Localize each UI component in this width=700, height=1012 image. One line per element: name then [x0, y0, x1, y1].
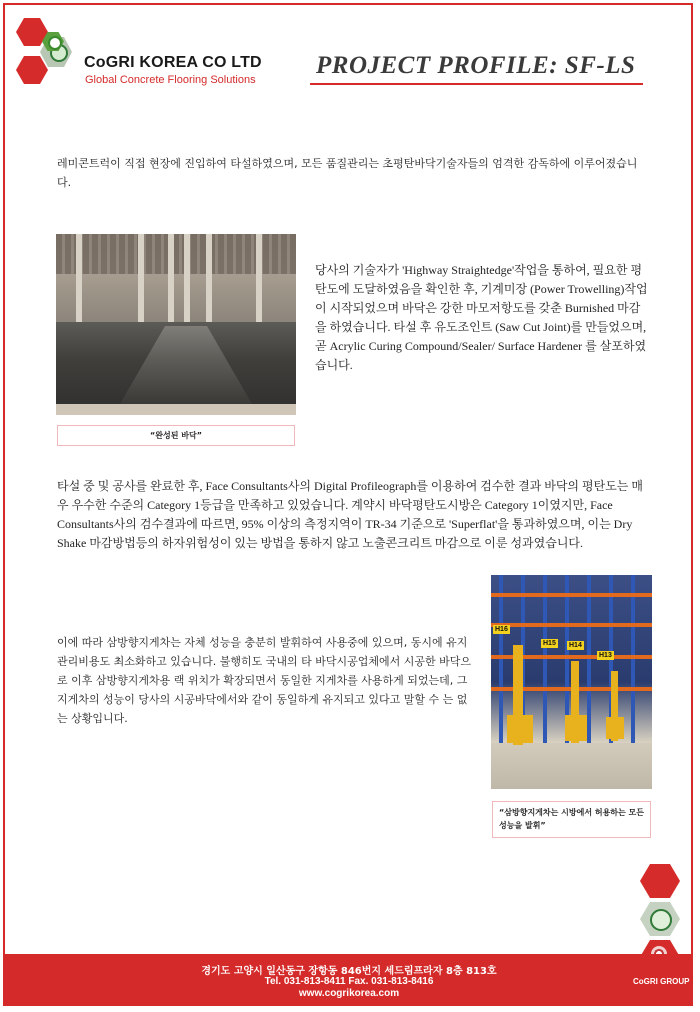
company-name: CoGRI KOREA CO LTD: [84, 54, 262, 71]
globe-icon: [650, 909, 672, 931]
rack-tag: H14: [569, 642, 582, 649]
paragraph-intro: 레미콘트럭이 직접 현장에 진입하여 타설하였으며, 모든 품질관리는 초평탄바닥기술자들의 엄격한 감독하에 이루어졌습니다.: [57, 157, 638, 189]
rack-tag: H16: [495, 626, 508, 633]
rack-tag: H13: [599, 652, 612, 659]
footer-address: 경기도 고양시 일산동구 장항동 846번지 세드림프라자 8층 813호: [201, 966, 497, 977]
footer-contact: Tel. 031-813-8411 Fax. 031-813-8416: [264, 976, 434, 987]
page-title: PROJECT PROFILE: SF-LS: [316, 52, 636, 79]
paragraph-results: 타설 중 및 공사를 완료한 후, Face Consultants사의 Digital Profileograph를 이용하여 검수한 결과 바닥의 평탄도는 매우 우수한 수준의 Category 1등급을 만족하고 있었습니다. 계약시 바닥평탄도시방은 Category 1이였지만, Face Consultants사의 검수결과에 따르면, 95% 이상의 측정지역이 TR-34 기준으로 'Superflat'을 통과하였으며, 이는 Dry Shake 마감방법등의 하자위험성이 있는 방법을 통하지 않고 노출콘크리트 마감으로 이룬 성과였습니다.: [57, 479, 643, 550]
group-label: CoGRI GROUP: [633, 977, 690, 986]
title-underline: [310, 83, 643, 85]
paragraph-performance: 이에 따라 삼방향지게차는 자체 성능을 충분히 발휘하여 사용중에 있으며, 동시에 유지관리비용도 최소화하고 있습니다. 불행히도 국내의 타 바닥시공업체에서 시공한 바닥으로 이후 삼방향지게차용 랙 위치가 확장되면서 동일한 지게차를 사용하게 되었는데, 그 지게차의 성능이 당사의 시공바닥에서와 같이 동일하게 유지되고 있다고 말할 수 는 없는 상황입니다.: [57, 636, 472, 725]
photo-racking-forklifts: [491, 575, 652, 789]
ring-icon: [48, 36, 62, 50]
footer-bar: [5, 954, 693, 1006]
company-logo: [14, 16, 274, 88]
photo-finished-floor: [56, 234, 296, 415]
photo2-caption: “삼방향지게차는 시방에서 허용하는 모든 성능을 발휘”: [492, 801, 651, 838]
company-tagline: Global Concrete Flooring Solutions: [85, 74, 256, 86]
paragraph-process: 당사의 기술자가 'Highway Straightedge'작업을 통하여, 필요한 평탄도에 도달하였음을 확인한 후, 기계미장 (Power Trowelling)작업이 시작되었으며 바닥은 강한 마모저항도를 갖춘 Burnished 마감을 하였습니다. 타설 후 유도조인트 (Saw Cut Joint)를 만들었으며, 곧 Acrylic Curing Compound/Sealer/ Surface Hardener 를 살포하였습니다.: [315, 263, 648, 372]
logo-hex-red-bottom: [16, 56, 48, 84]
photo1-caption: “완성된 바닥”: [57, 425, 295, 446]
rack-tag: H15: [543, 640, 556, 647]
footer-website[interactable]: www.cogrikorea.com: [298, 988, 400, 999]
